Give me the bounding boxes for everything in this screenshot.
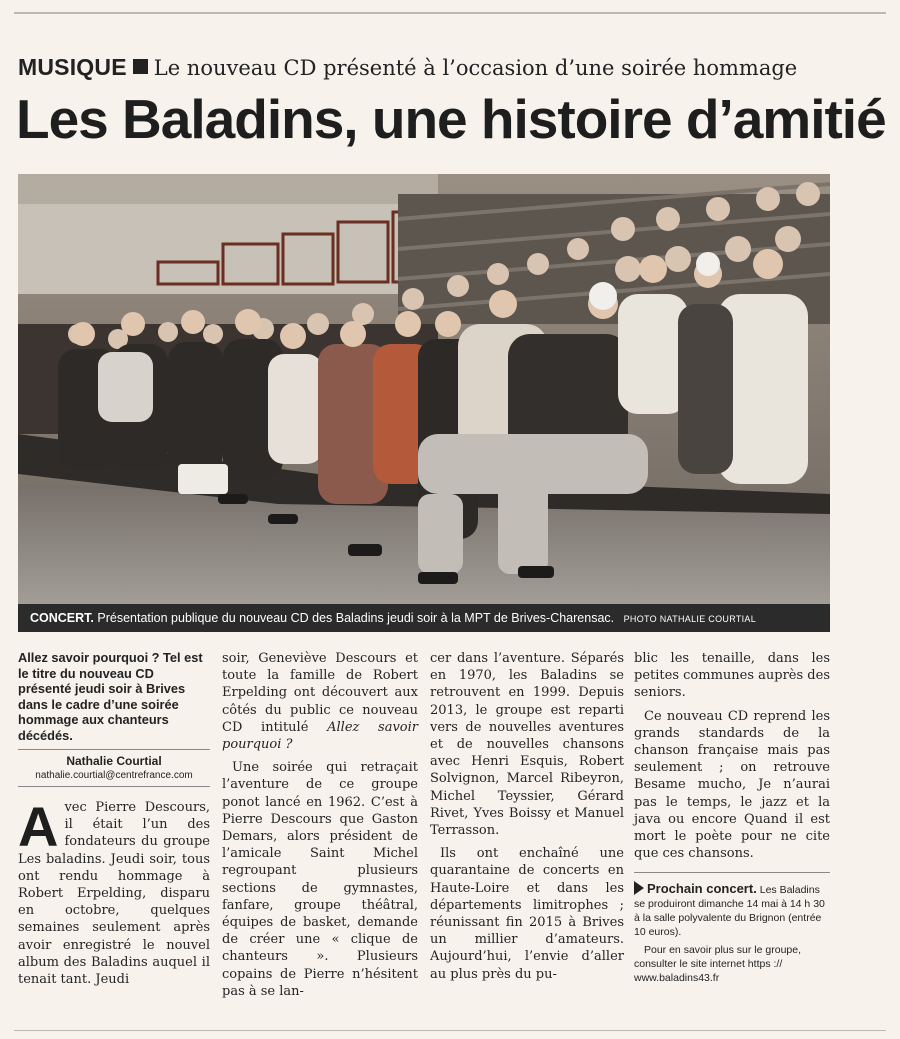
body-paragraph-3 [430, 845, 624, 983]
drop-cap: A [18, 795, 59, 858]
info-box [634, 872, 830, 985]
column-4 [634, 650, 830, 989]
concert-photo [18, 174, 830, 604]
caption-label: CONCERT. [30, 611, 94, 625]
p1-text-b: soir, Geneviève Descours et toute la famille de Robert Erpelding ont découvert aux côtés du public ce nouveau CD intitulé [222, 651, 418, 735]
body-paragraph-3-cont [634, 650, 830, 702]
arrow-right-icon [634, 881, 644, 895]
body-paragraph-1 [18, 795, 210, 988]
p2-text-a: Une soirée qui retraçait l’aventure de ce groupe ponot lancé en 1962. C’est à Pierre Descours que Gaston Demars, alors président de l’amicale Saint Michel regroupant plusieurs sections de gymnastes, fanfare, groupe théâtral, équipes de basket, demande de créer une « clique de chanteurs ». Plusieurs copains de Pierre n’hésitent pas à se lan- [222, 760, 418, 999]
info-title: Prochain concert. [647, 881, 757, 897]
body-paragraph-4: Ce nouveau CD reprend les grands standards de la chanson française mais pas seulement ; on retrouve Besame mucho, Je n’aurai pas le temps, le jazz et la java ou encore Quand il est mort le poète pour ne cite que ces chansons. [634, 708, 830, 862]
square-bullet-icon [133, 59, 148, 74]
bottom-rule [14, 1030, 886, 1031]
headline: Les Baladins, une histoire d’amitié [16, 88, 886, 150]
p3-text-b: blic les tenaille, dans les petites communes auprès des seniors. [634, 651, 830, 701]
info-text: Les Baladins se produiront dimanche 14 mai à 14 h 30 à la salle polyvalente du Brignon (entrée 10 euros). [634, 884, 825, 939]
byline [18, 749, 210, 787]
p1-text-a: vec Pierre Descours, il était l’un des fondateurs du groupe Les baladins. Jeudi soir, tous ont rendu hommage à Robert Erpelding, disparu en octobre, quelques semaines seulement après avoir enregistré le nouvel album des Baladins auquel il tenait tant. Jeudi [18, 800, 210, 988]
author-email: nathalie.courtial@centrefrance.com [35, 770, 193, 781]
p3-text-a: Ils ont enchaîné une quarantaine de concerts en Haute-Loire et dans les départements limitrophes ; réunissant fin 2015 à Brives un millier d’amateurs. Aujourd’hui, l’envie d’aller au plus près du pu- [430, 846, 624, 982]
top-rule [14, 12, 886, 14]
column-1 [18, 650, 210, 994]
author-name: Nathalie Courtial [66, 754, 162, 768]
photo-caption [18, 604, 830, 632]
section-label: MUSIQUE [18, 54, 127, 80]
kicker-subtitle: Le nouveau CD présenté à l’occasion d’une soirée hommage [153, 56, 798, 80]
info-more: Pour en savoir plus sur le groupe, consulter le site internet https :// www.baladins43.fr [634, 944, 802, 985]
album-title: Allez savoir pourquoi ? [222, 719, 418, 753]
column-3 [430, 650, 624, 989]
kicker [18, 53, 797, 82]
body-paragraph-2 [222, 759, 418, 1000]
body-paragraph-2-cont [430, 650, 624, 839]
caption-text: Présentation publique du nouveau CD des Baladins jeudi soir à la MPT de Brives-Charensac. [97, 611, 615, 625]
photo-credit: PHOTO NATHALIE COURTIAL [623, 614, 757, 624]
lead-paragraph: Allez savoir pourquoi ? Tel est le titre du nouveau CD présenté jeudi soir à Brives dans le cadre d’une soirée hommage aux chanteurs décédés. [18, 650, 203, 743]
body-paragraph-1-cont [222, 650, 418, 753]
column-2 [222, 650, 418, 1006]
p2-text-b: cer dans l’aventure. Séparés en 1970, les Baladins se retrouvent en 1999. Depuis 2013, le groupe est reparti vers de nouvelles aventures et de nouvelles chansons avec Henri Esquis, Robert Solvignon, Marcel Ribeyron, Michel Teyssier, Gérard Rivet, Yves Boissy et Manuel Terrasson. [430, 651, 624, 839]
